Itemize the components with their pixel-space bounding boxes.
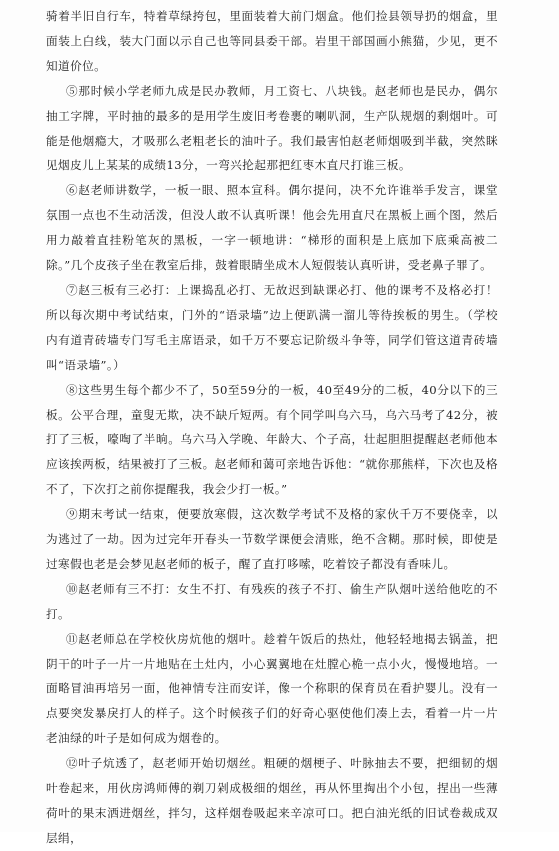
paragraph-7: ⑦赵三板有三必打：上课捣乱必打、无故迟到缺课必打、他的课考不及格必打！所以每次期中考试结束，门外的“语录墙”边上便趴满一溜儿等待挨板的男生。（学校内有道青砖墙专门写毛主席语录，如千万不要忘记阶级斗争等，同学们管这道青砖墙叫“语录墙”。） xyxy=(46,282,498,372)
paragraph-5: ⑤那时候小学老师九成是民办教师，月工资七、八块钱。赵老师也是民办，偶尔抽工字牌，平时抽的最多的是用学生废旧考卷裹的喇叭洞，生产队规烟的剩烟叶。可能是他烟瘾大，才吸那么老粗老长的油叶子。我们最害怕赵老师烟吸到半截，突然眯见烟皮儿上某某的成绩13分，一弯兴抡起那把红枣木直尺打谁三板。 xyxy=(46,83,498,173)
paragraph-12: ⑫叶子炕透了，赵老师开始切烟丝。粗硬的烟梗子、叶脉抽去不要，把细韧的烟叶卷起来，用伙房鸿师傅的剃刀剁成极细的烟丝，再从怀里掏出个小包，捏出一些薄荷叶的果末洒进烟丝，拌匀，这样烟卷吸起来辛凉可口。把白油光纸的旧试卷裁成双层绢， xyxy=(46,756,498,845)
paragraph-intro-continued: 骑着半旧自行车，特着草绿挎包，里面装着大前门烟盒。他们捡县领导扔的烟盒，里面装上白线，装大门面以示自己也等同县委干部。岩里干部国画小熊猫，少见，更不知道价位。 xyxy=(46,9,498,73)
paragraph-8: ⑧这些男生每个都少不了，50至59分的一板，40至49分的二板，40分以下的三板。公平合理，童叟无欺，决不缺斤短两。有个同学叫乌六马，乌六马考了42分，被打了三板，嚎啕了半晌。乌六马入学晚、年龄大、个子高，壮起胆胆提醒赵老师他本应该挨两板，结果被打了三板。赵老师和蔼可亲地告诉他：“就你那熊样，下次也及格不了，下次打之前你提醒我，我会少打一板。” xyxy=(46,382,498,497)
paragraph-11: ⑪赵老师总在学校伙房炕他的烟叶。趁着午饭后的热灶，他轻轻地揭去锅盖，把阴干的叶子一片一片地贴在土灶内，小心翼翼地在灶膛心桅一点小火，慢慢地培。一面略冒油再培另一面，他神情专注而安详，像一个称职的保育员在看护婴儿。没有一点要突发暴戾打人的样子。这个时候孩子们的好奇心驱使他们凑上去，看着一片一片老油绿的叶子是如何成为烟卷的。 xyxy=(46,631,498,746)
paragraph-9: ⑨期末考试一结束，便要放寒假，这次数学考试不及格的家伙千万不要侥幸，以为逃过了一劫。因为过完年开春头一节数学课便会清账，绝不含糊。那时候，即使是过寒假也老是会梦见赵老师的板子，醒了直打哆嗦，吃着饺子都没有香味儿。 xyxy=(46,507,498,571)
paragraph-6: ⑥赵老师讲数学，一板一眼、照本宣科。偶尔提问，决不允许谁举手发言，课堂氛围一点也不生动活泼，但没人敢不认真听课！他会先用直尺在黑板上画个图，然后用力敲着直挂粉笔灰的黑板，一字一顿地讲：“梯形的面积是上底加下底乘高被二除。”几个皮孩子坐在教室后排，鼓着眼睛坐成木人短假装认真听讲，受老鼻子罪了。 xyxy=(46,183,498,273)
paragraph-10: ⑩赵老师有三不打：女生不打、有残疾的孩子不打、偷生产队烟叶送给他吃的不打。 xyxy=(46,581,498,621)
article-body xyxy=(46,4,498,851)
